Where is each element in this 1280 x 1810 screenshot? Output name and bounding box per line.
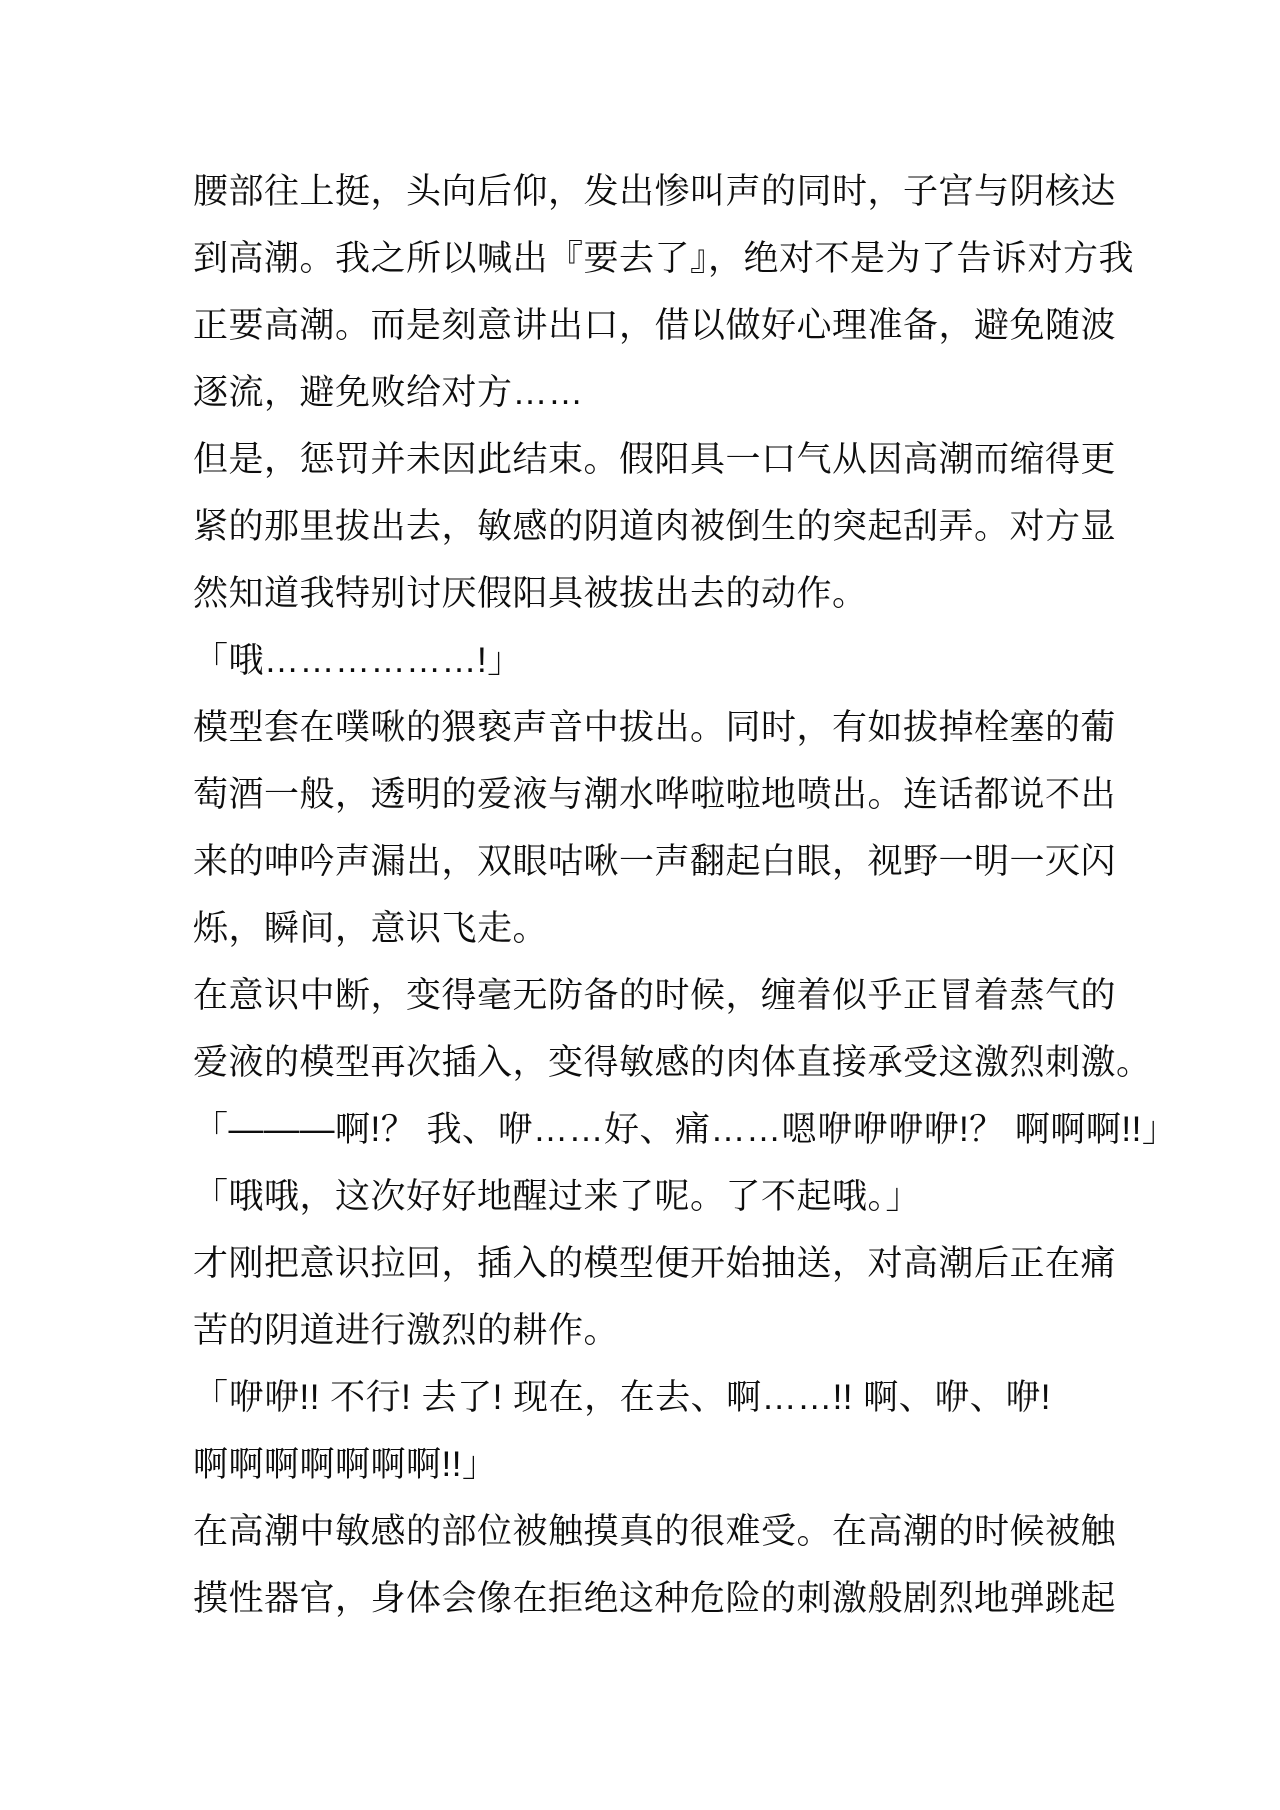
text-line: 「咿咿!! 不行! 去了! 现在，在去、啊……!! 啊、咿、咿! (193, 1378, 1051, 1417)
text-line: 「———啊!？ 我、咿……好、痛……嗯咿咿咿咿!？ 啊啊啊!!」 (193, 1110, 1178, 1149)
text-line: 才刚把意识拉回，插入的模型便开始抽送，对高潮后正在痛 (193, 1244, 1117, 1283)
text-line: 到高潮。我之所以喊出『要去了』，绝对不是为了告诉对方我 (193, 239, 1135, 278)
text-line: 然知道我特别讨厌假阳具被拔出去的动作。 (193, 574, 868, 613)
text-line: 萄酒一般，透明的爱液与潮水哗啦啦地喷出。连话都说不出 (193, 775, 1117, 814)
text-line: 在高潮中敏感的部位被触摸真的很难受。在高潮的时候被触 (193, 1512, 1117, 1551)
text-line: 「哦哦，这次好好地醒过来了呢。了不起哦。」 (193, 1177, 922, 1216)
text-line: 在意识中断，变得毫无防备的时候，缠着似乎正冒着蒸气的 (193, 976, 1117, 1015)
text-line: 烁，瞬间，意识飞走。 (193, 909, 549, 948)
text-line: 模型套在噗啾的猥亵声音中拔出。同时，有如拔掉栓塞的葡 (193, 708, 1117, 747)
page-text (193, 158, 1178, 1632)
text-line: 逐流，避免败给对方…… (193, 373, 584, 412)
text-line: 苦的阴道进行激烈的耕作。 (193, 1311, 620, 1350)
text-line: 摸性器官，身体会像在拒绝这种危险的刺激般剧烈地弹跳起 (193, 1579, 1117, 1618)
text-line: 啊啊啊啊啊啊啊!!」 (193, 1445, 498, 1484)
text-line: 紧的那里拔出去，敏感的阴道肉被倒生的突起刮弄。对方显 (193, 507, 1117, 546)
text-line: 正要高潮。而是刻意讲出口，借以做好心理准备，避免随波 (193, 306, 1117, 345)
text-line: 爱液的模型再次插入，变得敏感的肉体直接承受这激烈刺激。 (193, 1043, 1152, 1082)
text-line: 腰部往上挺，头向后仰，发出惨叫声的同时，子宫与阴核达 (193, 172, 1117, 211)
text-line: 但是，惩罚并未因此结束。假阳具一口气从因高潮而缩得更 (193, 440, 1117, 479)
text-line: 来的呻吟声漏出，双眼咕啾一声翻起白眼，视野一明一灭闪 (193, 842, 1117, 881)
text-line: 「哦………………!」 (193, 641, 523, 680)
